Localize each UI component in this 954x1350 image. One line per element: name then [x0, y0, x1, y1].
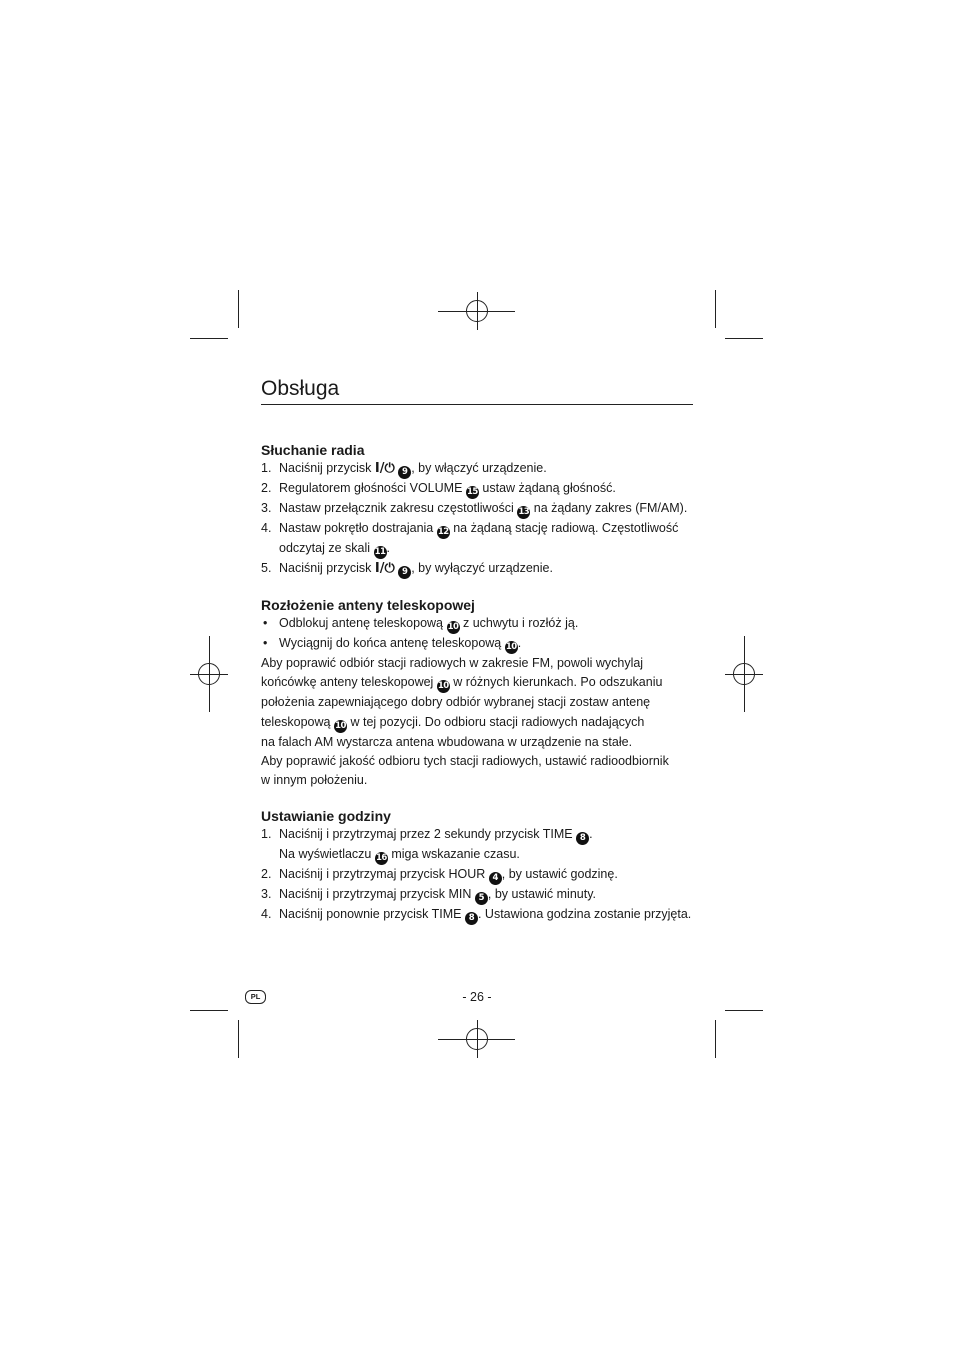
page-title: Obsługa — [261, 377, 340, 400]
power-icon: I/⏻ — [374, 461, 395, 476]
list-item: 2. Regulatorem głośności VOLUME 15 ustaw żądaną głośność. — [261, 481, 616, 497]
list-item: 4. Nastaw pokrętło dostrajania 12 na żądaną stację radiową. Częstotliwość — [261, 521, 679, 537]
list-item: 4. Naciśnij ponownie przycisk TIME 8 . Ustawiona godzina zostanie przyjęta. — [261, 907, 692, 924]
power-icon: I/⏻ — [374, 561, 395, 576]
bullet-list — [261, 614, 693, 790]
steps-list — [261, 459, 693, 579]
list-item: • Wyciągnij do końca antenę teleskopową 10. — [263, 636, 522, 652]
paragraph-line: końcówkę anteny teleskopowej 10 w różnych kierunkach. Po odszukaniu — [261, 675, 663, 692]
callout-badge: 12 — [437, 527, 449, 537]
callout-badge: 11 — [374, 547, 386, 557]
paragraph-line: w innym położeniu. — [261, 773, 368, 788]
paragraph-line: na falach AM wystarcza antena wbudowana w urządzenie na stałe. — [261, 734, 633, 749]
callout-badge: 9 — [398, 566, 411, 579]
bullet-icon: • — [263, 616, 268, 630]
callout-badge: 8 — [465, 912, 478, 925]
list-item: 1. Naciśnij i przytrzymaj przez 2 sekundy przycisk TIME 8 . — [261, 827, 593, 844]
callout-badge: 10 — [505, 642, 517, 652]
list-item: 3. Nastaw przełącznik zakresu częstotliwości 13 na żądany zakres (FM/AM). — [261, 501, 688, 517]
callout-badge: 4 — [489, 872, 502, 885]
list-item: odczytaj ze skali 11. — [279, 541, 390, 557]
language-badge: PL — [245, 990, 266, 1004]
section-heading: Ustawianie godziny — [261, 808, 391, 825]
list-item: • Odblokuj antenę teleskopową 10 z uchwytu i rozłóż ją. — [263, 616, 579, 632]
section-listening-radio — [261, 441, 693, 579]
callout-badge: 9 — [398, 466, 411, 479]
callout-badge: 13 — [518, 507, 530, 517]
callout-badge: 10 — [335, 720, 346, 731]
bullet-icon: • — [263, 636, 268, 650]
list-item: 2. Naciśnij i przytrzymaj przycisk HOUR 4 , by ustawić godzinę. — [261, 867, 618, 884]
paragraph-line: położenia zapewniającego dobry odbiór wybranej stacji zostaw antenę — [261, 695, 651, 710]
paragraph-line: teleskopową 10 w tej pozycji. Do odbioru stacji radiowych nadających — [261, 714, 645, 731]
paragraph-line: Aby poprawić odbiór stacji radiowych w zakresie FM, powoli wychylaj — [261, 656, 644, 670]
list-item: 1. Naciśnij przycisk I/⏻ 9 , by włączyć urządzenie. — [261, 461, 547, 477]
steps-list — [261, 825, 693, 925]
callout-badge: 8 — [576, 832, 589, 845]
callout-badge: 16 — [375, 853, 387, 864]
list-item: Na wyświetlaczu 16 miga wskazanie czasu. — [279, 847, 520, 864]
callout-badge: 5 — [475, 892, 488, 905]
list-item: 5. Naciśnij przycisk I/⏻ 9 , by wyłączyć urządzenie. — [261, 561, 553, 577]
section-heading: Słuchanie radia — [261, 442, 365, 458]
title-rule — [261, 404, 693, 405]
callout-badge: 10 — [437, 681, 449, 692]
page-number: - 26 - — [462, 990, 492, 1004]
callout-badge: 10 — [447, 622, 459, 632]
callout-badge: 15 — [466, 487, 478, 497]
section-telescopic-antenna — [261, 596, 693, 790]
section-setting-time — [261, 807, 693, 925]
section-heading: Rozłożenie anteny teleskopowej — [261, 597, 475, 613]
page-content — [261, 374, 693, 925]
list-item: 3. Naciśnij i przytrzymaj przycisk MIN 5 , by ustawić minuty. — [261, 887, 597, 904]
paragraph-line: Aby poprawić jakość odbioru tych stacji radiowych, ustawić radioodbiornik — [261, 753, 669, 768]
